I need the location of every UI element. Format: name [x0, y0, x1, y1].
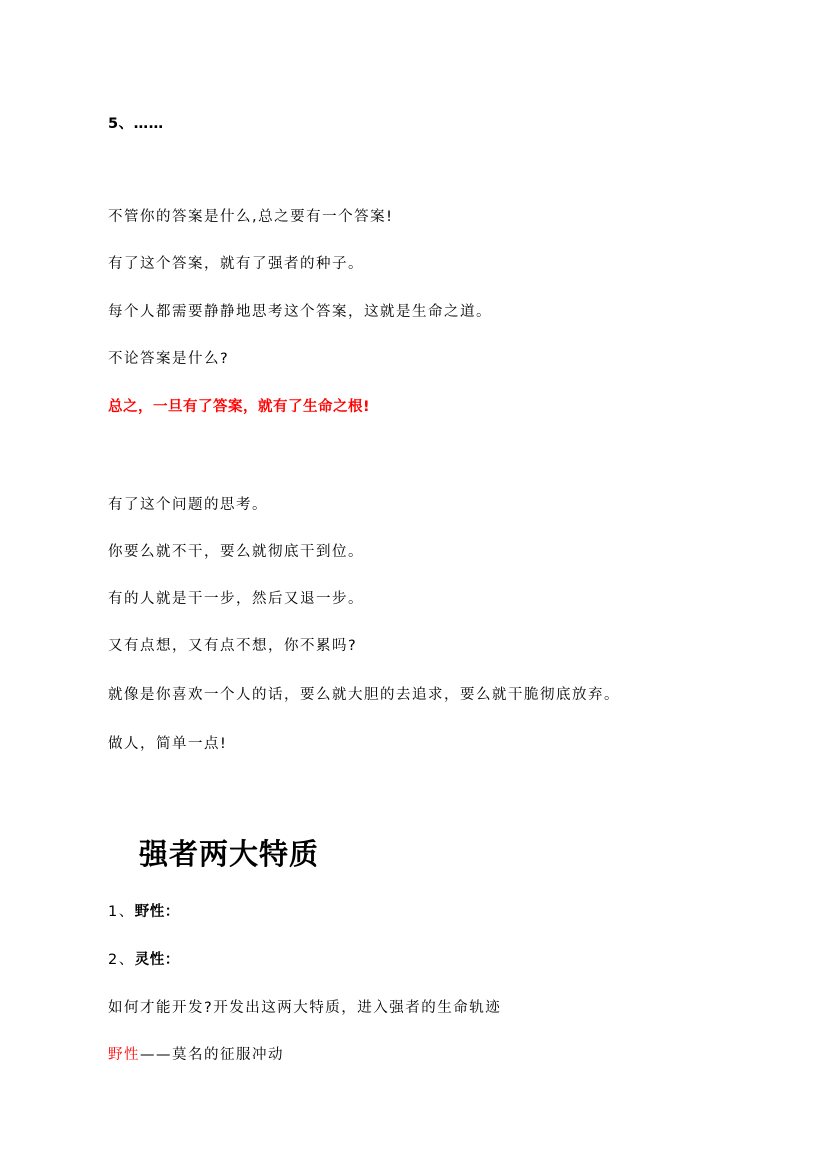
paragraph-line: 不论答案是什么? [108, 351, 230, 367]
paragraph-line: 有的人就是干一步，然后又退一步。 [108, 591, 364, 607]
paragraph-line: 你要么就不干，要么就彻底干到位。 [108, 544, 364, 560]
paragraph-line: 不管你的答案是什么,总之要有一个答案! [108, 209, 394, 225]
paragraph-line: 有了这个问题的思考。 [108, 497, 268, 513]
trait-number: 2、 [108, 952, 135, 968]
section-heading: 强者两大特质 [139, 837, 320, 871]
paragraph-line: 又有点想，又有点不想，你不累吗? [108, 638, 358, 654]
paragraph-line: 有了这个答案，就有了强者的种子。 [108, 256, 364, 272]
question-line: 如何才能开发?开发出这两大特质，进入强者的生命轨迹 [108, 1000, 502, 1016]
trait-label: 野性： [134, 904, 180, 920]
trait-number: 1、 [108, 904, 135, 920]
emphasis-line: 总之，一旦有了答案，就有了生命之根! [108, 399, 371, 415]
trait-label: 灵性： [134, 952, 180, 968]
paragraph-line: 就像是你喜欢一个人的话，要么就大胆的去追求，要么就干脆彻底放弃。 [108, 687, 620, 703]
wild-description: ——莫名的征服冲动 [140, 1047, 284, 1063]
paragraph-line: 做人，简单一点! [108, 736, 228, 752]
paragraph-line: 每个人都需要静静地思考这个答案，这就是生命之道。 [108, 304, 492, 320]
section-marker: 5、…… [108, 116, 164, 132]
trait-item [108, 950, 180, 970]
wild-trait-line [108, 1045, 284, 1065]
trait-item [108, 902, 180, 922]
wild-term: 野性 [108, 1047, 140, 1063]
